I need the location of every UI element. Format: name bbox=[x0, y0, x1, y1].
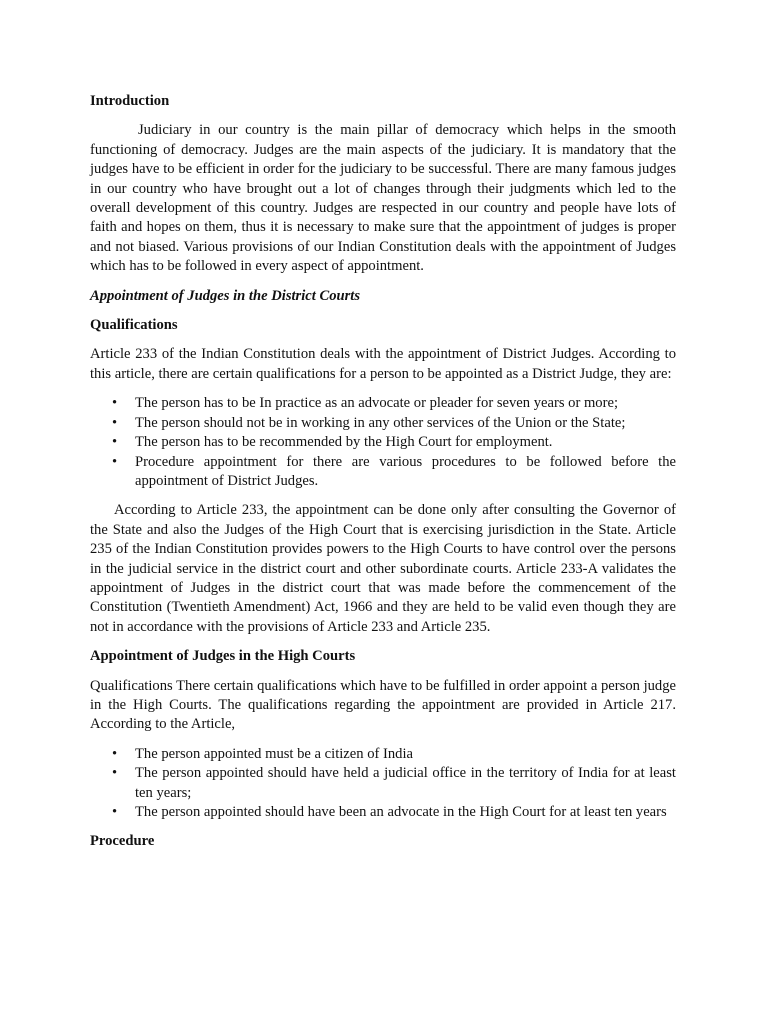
bullet-icon: • bbox=[112, 395, 118, 412]
list-item-text: The person should not be in working in any other services of the Union or the State; bbox=[135, 414, 626, 431]
list-item-text: Procedure appointment for there are various procedures to be followed before the appointment of District Judges. bbox=[135, 453, 676, 489]
high-court-qualifications-paragraph: Qualifications There certain qualifications which have to be fulfilled in order appoint a person judge in the High Courts. The qualifications regarding the appointment are provided in Article 217. According to the Article, bbox=[90, 677, 676, 733]
list-item bbox=[90, 433, 676, 452]
district-courts-heading: Appointment of Judges in the District Courts bbox=[90, 287, 361, 304]
list-item-text: The person appointed should have been an advocate in the High Court for at least ten years bbox=[135, 804, 667, 820]
district-qualifications-list bbox=[90, 394, 676, 491]
document-page bbox=[90, 92, 676, 862]
list-item bbox=[90, 764, 676, 803]
bullet-icon: • bbox=[112, 745, 118, 762]
district-qualifications-paragraph: Article 233 of the Indian Constitution deals with the appointment of District Judges. According to this article, there are certain qualifications for a person to be appointed as a District Judge, they are: bbox=[90, 346, 676, 382]
high-courts-heading: Appointment of Judges in the High Courts bbox=[90, 648, 356, 665]
list-item bbox=[90, 414, 676, 433]
introduction-paragraph: Judiciary in our country is the main pillar of democracy which helps in the smooth functioning of democracy. Judges are the main aspects of the judiciary. It is mandatory that the judges have to be efficient in order for the judiciary to be successful. There are many famous judges in our country who have brought out a lot of changes through their judgments which led to the overall development of this country. Judges are respected in our country and people have lots of faith and hopes on them, thus it is necessary to make sure that the appointment of judges is proper and not biased. Various provisions of our Indian Constitution deals with the appointment of Judges which has to be followed in every aspect of appointment. bbox=[90, 122, 676, 275]
list-item bbox=[90, 803, 676, 822]
article-233-paragraph: According to Article 233, the appointment can be done only after consulting the Governor of the State and also the Judges of the High Court that is exercising jurisdiction in the State. Article 235 of the Indian Constitution provides powers to the High Courts to have control over the persons in the judicial service in the district court and other subordinate courts. Article 233-A validates the appointment of Judges in the district court that was made before the commencement of the Constitution (Twentieth Amendment) Act, 1966 and they are held to be valid even though they are not in accordance with the provisions of Article 233 and Article 235. bbox=[90, 502, 676, 635]
procedure-heading: Procedure bbox=[90, 833, 155, 850]
introduction-heading: Introduction bbox=[90, 93, 170, 109]
bullet-icon: • bbox=[112, 765, 118, 782]
bullet-icon: • bbox=[112, 434, 118, 451]
bullet-icon: • bbox=[112, 804, 118, 820]
list-item bbox=[90, 453, 676, 492]
list-item-text: The person has to be In practice as an advocate or pleader for seven years or more; bbox=[135, 395, 618, 412]
list-item-text: The person has to be recommended by the High Court for employment. bbox=[135, 434, 553, 451]
bullet-icon: • bbox=[112, 453, 118, 470]
list-item bbox=[90, 394, 676, 413]
qualifications-heading: Qualifications bbox=[90, 317, 178, 334]
bullet-icon: • bbox=[112, 414, 118, 431]
list-item-text: The person appointed should have held a judicial office in the territory of India for at least ten years; bbox=[135, 765, 676, 801]
list-item bbox=[90, 745, 676, 764]
list-item-text: The person appointed must be a citizen of India bbox=[135, 745, 414, 762]
high-court-qualifications-list bbox=[90, 745, 676, 823]
